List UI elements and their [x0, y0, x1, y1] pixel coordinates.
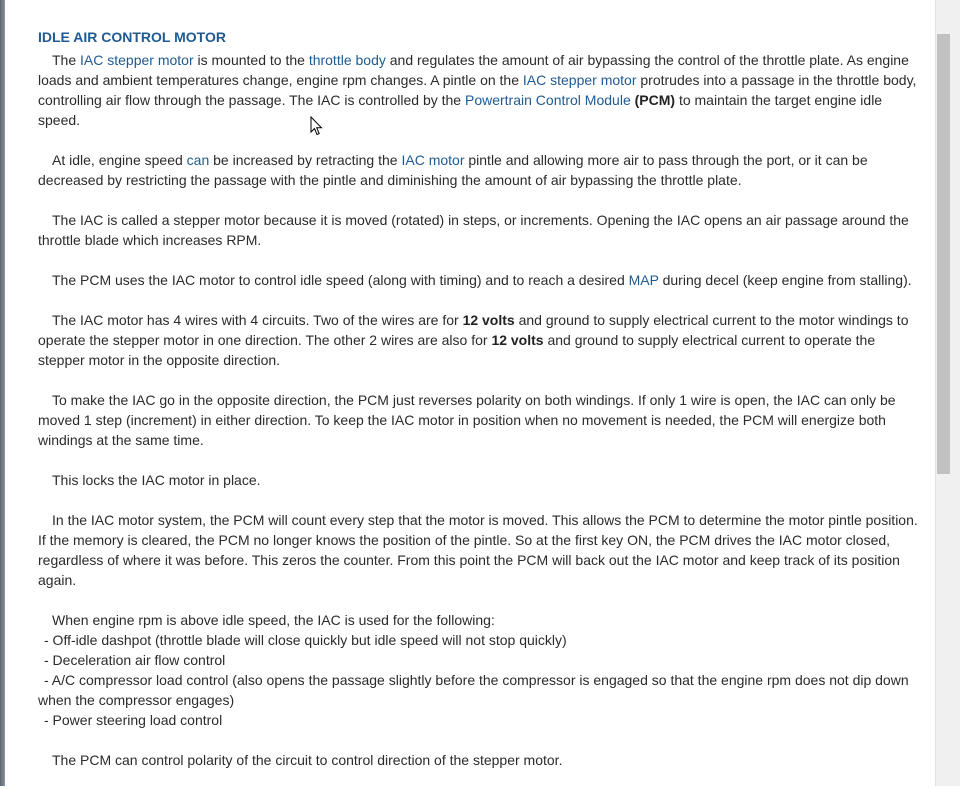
text-run: The IAC motor has 4 wires with 4 circuits. Two of the wires are for	[52, 312, 463, 328]
bold-12-volts: 12 volts	[462, 312, 515, 328]
text-run: pintle and allowing more air to pass through the port, or it can be decreased by restricting the passage with the pintle and diminishing the amount of air bypassing the throttle plate.	[38, 152, 868, 188]
window-edge-strip	[0, 0, 5, 786]
link-iac-stepper-motor[interactable]: IAC stepper motor	[80, 52, 194, 68]
paragraph-step-count: In the IAC motor system, the PCM will count every step that the motor is moved. This allows the PCM to determine the motor pintle position. If the memory is cleared, the PCM no longer knows the position of the pintle. So at the first key ON, the PCM drives the IAC motor closed, regardless of where it was before. This zeros the counter. From this point the PCM will back out the IAC motor and keep track of its position again.	[38, 512, 918, 588]
text-run: to maintain the target engine idle speed.	[38, 92, 883, 128]
link-powertrain-control-module[interactable]: Powertrain Control Module	[464, 92, 631, 108]
text-run: and ground to supply electrical current to operate the stepper motor in the opposite direction.	[38, 332, 876, 368]
link-throttle-body[interactable]: throttle body	[308, 52, 386, 68]
bold-12-volts-2: 12 volts	[491, 332, 544, 348]
paragraph-locks: This locks the IAC motor in place.	[52, 472, 261, 488]
paragraph-stepper-motor: The IAC is called a stepper motor because it is moved (rotated) in steps, or increments. Opening the IAC opens an air passage around the throttle blade which increases RPM.	[38, 212, 909, 248]
link-iac-motor[interactable]: IAC motor	[401, 152, 465, 168]
list-item: - Deceleration air flow control	[44, 652, 226, 668]
text-run: protrudes into a passage in the throttle body, controlling air flow through the passage. The IAC is controlled by the	[38, 72, 917, 108]
link-map[interactable]: MAP	[628, 272, 659, 288]
scrollbar-thumb[interactable]	[937, 34, 950, 474]
text-run: and regulates the amount of air bypassing the control of the throttle plate. As engine loads and ambient temperatures change, engine rpm changes. A pintle on the	[38, 52, 909, 88]
text-run: The PCM uses the IAC motor to control idle speed (along with timing) and to reach a desired	[52, 272, 629, 288]
bold-pcm: (PCM)	[634, 92, 676, 108]
mouse-pointer-icon	[310, 116, 324, 136]
list-item: - Power steering load control	[44, 712, 223, 728]
article-title: IDLE AIR CONTROL MOTOR	[38, 29, 226, 45]
list-item: - A/C compressor load control (also opens the passage slightly before the compressor is engaged so that the engine rpm does not dip down when the compressor engages)	[38, 672, 909, 708]
usage-list	[38, 630, 922, 730]
paragraph-wires	[38, 310, 922, 370]
text-run: during decel (keep engine from stalling).	[658, 272, 912, 288]
text-run: and ground to supply electrical current to the motor windings to operate the stepper motor in one direction. The other 2 wires are also for	[38, 312, 909, 348]
paragraph-idle-speed	[38, 150, 922, 190]
article-content	[38, 29, 922, 790]
link-can[interactable]: can	[186, 152, 210, 168]
list-item: - Off-idle dashpot (throttle blade will close quickly but idle speed will not stop quickly)	[44, 632, 567, 648]
link-iac-stepper-motor-2[interactable]: IAC stepper motor	[522, 72, 637, 88]
paragraph-polarity: To make the IAC go in the opposite direction, the PCM just reverses polarity on both windings. If only 1 wire is open, the IAC can only be moved 1 step (increment) in either direction. To keep the IAC motor in position when no movement is needed, the PCM will energize both windings at the same time.	[38, 392, 896, 448]
paragraph-iac-overview	[38, 50, 922, 130]
text-run: The	[52, 52, 81, 68]
paragraph-control-polarity: The PCM can control polarity of the circuit to control direction of the stepper motor.	[52, 752, 563, 768]
text-run: be increased by retracting the	[209, 152, 402, 168]
paragraph-pcm-uses	[38, 270, 922, 290]
text-run: At idle, engine speed	[52, 152, 187, 168]
paragraph-above-idle: When engine rpm is above idle speed, the IAC is used for the following:	[52, 612, 495, 628]
text-run: is mounted to the	[193, 52, 309, 68]
